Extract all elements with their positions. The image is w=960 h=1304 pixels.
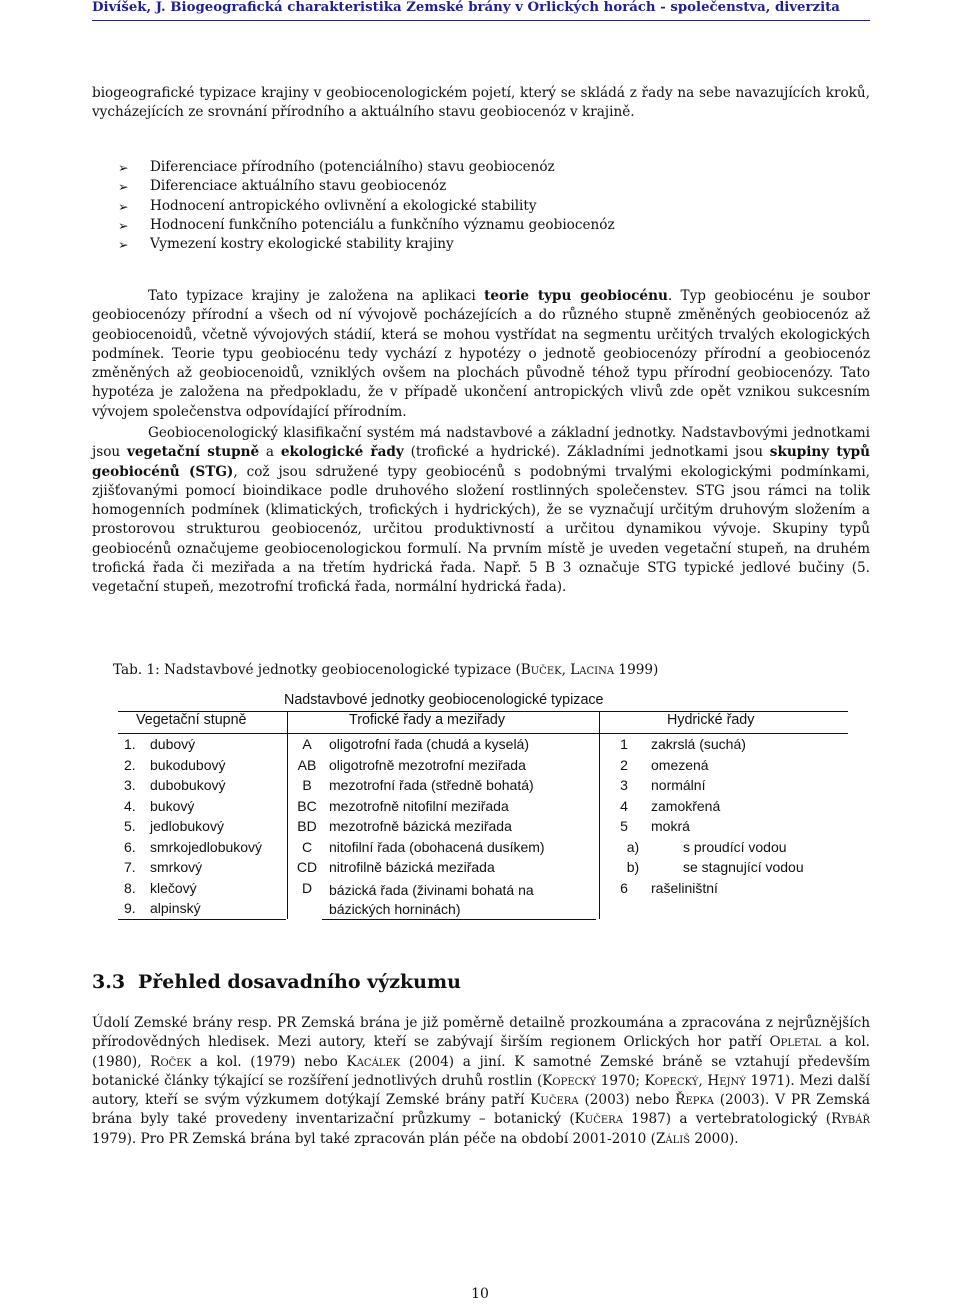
table-cell: se stagnující vodou [683, 859, 804, 875]
table-cell: smrkojedlobukový [150, 838, 263, 855]
table-cell: 9. [124, 900, 136, 916]
table-cell: B [302, 777, 312, 793]
table-cell: 4. [124, 797, 136, 814]
list-item: ➢ Diferenciace aktuálního stavu geobiocenóz [118, 177, 615, 196]
table-cell: 3. [124, 777, 136, 793]
table-cell: s proudící vodou [683, 838, 787, 855]
table-cell: mokrá [651, 818, 690, 834]
table-cell: 3 [620, 777, 628, 793]
table-cell: 6 [620, 879, 628, 896]
table-cell: BC [297, 797, 317, 814]
table-cell: smrkový [150, 859, 203, 875]
table-cell: A [302, 736, 312, 752]
list-item: ➢ Hodnocení antropického ovlivnění a ekologické stability [118, 197, 615, 216]
column-header-vegetation: Vegetační stupně [136, 712, 247, 728]
theory-paragraph: Tato typizace krajiny je založena na aplikaci teorie typu geobiocénu. Typ geobiocénu je soubor geobiocenózy přírodní a všech od ní vývojově pocházejících a do různého stupně změněných geobiocenóz až geobiocenoidů, včetně vývojových stádií, která se mohou vystřídat na segmentu určitých trvalých ekologických podmínek. Teorie typu geobiocénu tedy vychází z hypotézy o jednotě geobiocenózy přírodní a geobiocenóz změněných až geobiocenoidů, vzniklých ovšem na plochách původně téhož typu přírodní geobiocenózy. Tato hypotéza je založena na předpokladu, že v případě ukončení antropických vlivů zde opět vznikou sukcesním vývojem společenstva odpovídající přírodním. [92, 288, 870, 420]
table-divider [287, 711, 288, 919]
arrow-bullet-icon: ➢ [118, 179, 129, 195]
table-cell: mezotrofně bázická meziřada [329, 818, 512, 834]
running-header: Divíšek, J. Biogeografická charakteristika Zemské brány v Orlických horách - společenstva, diverzita [92, 0, 840, 15]
header-rule [92, 20, 870, 21]
list-item: ➢ Diferenciace přírodního (potenciálního) stavu geobiocenóz [118, 158, 615, 177]
table-cell: mezotrofní řada (středně bohatá) [329, 777, 534, 793]
arrow-bullet-icon: ➢ [118, 217, 129, 233]
table-cell: CD [296, 859, 318, 875]
table-cell: 8. [124, 879, 136, 896]
step-list [118, 158, 615, 254]
table-cell: rašeliništní [651, 879, 718, 896]
emphasis-theory: teorie typu geobiocénu [484, 288, 668, 304]
table-cell: b) [626, 859, 640, 875]
table-cell: alpinský [150, 900, 201, 916]
table-title: Nadstavbové jednotky geobiocenologické typizace [284, 692, 604, 708]
table-cell: 2. [124, 756, 136, 773]
table-cell: 2 [620, 756, 628, 773]
emphasis-vegetation-stages: vegetační stupně [126, 444, 260, 461]
table-cell: dubový [150, 736, 196, 752]
table-cell: klečový [150, 879, 197, 896]
column-header-trophic: Trofické řady a meziřady [349, 712, 505, 728]
emphasis-ecological-series: ekologické řady [280, 444, 404, 461]
table-cell: dubobukový [150, 777, 226, 793]
arrow-bullet-icon: ➢ [118, 198, 129, 214]
table-cell: zamokřená [651, 797, 721, 814]
table-cell: bukodubový [150, 756, 226, 773]
table-cell: bukový [150, 797, 195, 814]
table-cell: oligotrofně mezotrofní meziřada [329, 756, 526, 773]
arrow-bullet-icon: ➢ [118, 237, 129, 253]
arrow-bullet-icon: ➢ [118, 160, 129, 175]
section-heading: 3.3 Přehled dosavadního výzkumu [92, 971, 461, 993]
table-cell: jedlobukový [150, 818, 224, 834]
page-number: 10 [471, 1286, 489, 1302]
table-cell: bázických horninách) [329, 901, 461, 917]
research-paragraph: Údolí Zemské brány resp. PR Zemská brána je již poměrně detailně prozkoumána a zpracována z nejrůznějších přírodovědných hledisek. Mezi autory, kteří se zabývají širším regionem Orlických hor patří Opletal a kol. (1980), Roček a kol. (1979) nebo Kacálek (2004) a jiní. K samotné Zemské bráně se vztahují především botanické články týkající se rozšíření jednotlivých druhů rostlin (Kopecký 1970; Kopecký, Hejný 1971). Mezi další autory, kteří se svým výzkumem dotýkají Zemské brány patří Kučera (2003) nebo Řepka (2003). V PR Zemská brána byly také provedeny inventarizační průzkumy – botanický (Kučera 1987) a vertebratologický (Rybář 1979). Pro PR Zemská brána byl také zpracován plán péče na období 2001-2010 (Záliš 2000). [92, 1015, 870, 1147]
table-cell: BD [297, 818, 317, 834]
emphasis-stg: skupiny typů geobiocénů (STG) [92, 444, 870, 480]
table-cell: bázická řada (živinami bohatá na [329, 882, 534, 898]
list-item: ➢ Vymezení kostry ekologické stability krajiny [118, 235, 615, 254]
table-cell: nitrofilně bázická meziřada [329, 859, 495, 875]
table-cell: 4 [620, 797, 628, 814]
table-cell: D [301, 879, 313, 896]
table-cell: nitofilní řada (obohacená dusíkem) [329, 838, 545, 855]
table-cell: zakrslá (suchá) [651, 736, 746, 752]
table-cell: 5. [124, 818, 136, 834]
table-cell: a) [626, 838, 640, 855]
table-cell: 1 [620, 736, 628, 752]
table-rule [118, 919, 286, 920]
list-item: ➢ Hodnocení funkčního potenciálu a funkčního významu geobiocenóz [118, 216, 615, 235]
table-caption: Tab. 1: Nadstavbové jednotky geobiocenologické typizace (Buček, Lacina 1999) [113, 662, 659, 678]
table-cell: 1. [124, 736, 136, 752]
table-cell: AB [297, 756, 317, 773]
column-header-hydric: Hydrické řady [667, 712, 755, 728]
table-cell: mezotrofně nitofilní meziřada [329, 797, 509, 814]
table-cell: 6. [124, 838, 136, 855]
table-cell: normální [651, 777, 706, 793]
table-cell: 7. [124, 859, 136, 875]
classification-paragraph: Geobiocenologický klasifikační systém má nadstavbové a základní jednotky. Nadstavbovými jednotkami jsou vegetační stupně a ekologické řady (trofické a hydrické). Základními jednotkami jsou skupiny typů geobiocénů (STG), což jsou sdružené typy geobiocénů s podobnými trvalými ekologickými podmínkami, zjišťovanými pomocí bioindikace podle druhového složení rostlinných společenstev. STG jsou rámci na tolik homogenních podmínek (klimatických, trofických i hydrických), že se vyznačují určitým druhovým složením a prostorovou strukturou geobiocenóz, určitou produktivností a určitou dynamikou vývoje. Skupiny typů geobiocénů označujeme geobiocenologickou formulí. Na prvním místě je uveden vegetační stupeň, na druhém trofická řada či meziřada a na třetím hydrická řada. Např. 5 B 3 označuje STG typické jedlové bučiny (5. vegetační stupeň, mezotrofní trofická řada, normální hydrická řada). [92, 425, 870, 596]
table-cell: omezená [651, 756, 709, 773]
intro-paragraph: biogeografické typizace krajiny v geobiocenologickém pojetí, který se skládá z řady na sebe navazujících kroků, vycházejících ze srovnání přírodního a aktuálního stavu geobiocenóz v krajině. [92, 85, 870, 121]
table-cell: oligotrofní řada (chudá a kyselá) [329, 736, 529, 752]
table-cell: 5 [620, 818, 628, 834]
table-divider [599, 711, 600, 919]
table-cell: C [301, 838, 313, 855]
